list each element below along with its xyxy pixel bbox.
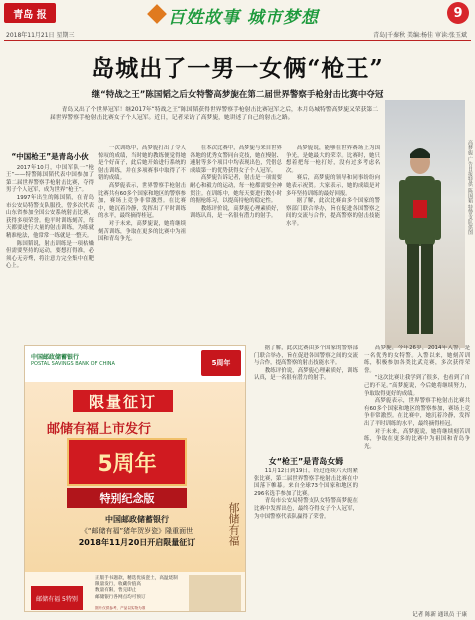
article-column-6 (364, 345, 470, 607)
advertisement (24, 345, 246, 612)
ad-product-image (189, 575, 241, 611)
headline: 岛城出了一男一女俩“枪王” (91, 55, 384, 82)
ad-bank-name: 中国邮政储蓄银行 (31, 354, 80, 361)
ad-anniversary-badge: 5周年 (201, 350, 241, 376)
article-column-4 (286, 145, 380, 340)
paragraph: 2017年10月，中国军队一“枪王”——特警陈国韬代表中国参加了第二届世界警察手枪射击比赛，夺得男子个人冠军，成为世界“枪王”。 (6, 164, 94, 194)
ad-desc-date: 2018年11月20日开启限量征订 (78, 538, 196, 547)
paragraph: 青岛市公安局特警支队女特警高梦旎在比赛中发挥出色，最终夺得女子个人冠军，为中国警察代表队赢得了荣誉。 (254, 498, 358, 520)
ad-desc-bank: 中国邮政储蓄银行 (105, 515, 169, 524)
athlete-photo (385, 100, 465, 348)
ad-slogan: 邮储有福上市发行 (47, 422, 152, 437)
issue-date: 2018年11月21日 星期三 (6, 32, 75, 39)
paragraph: “这次比赛让我学到了很多，也看到了自己的不足。”高梦旎说，今后她将继续努力，争取取得更好的成绩。 (364, 375, 470, 397)
byline: 记者 陈新 通讯员 于康 (412, 612, 467, 618)
ad-disclaimer: 图片仅供参考，产品以实物为准 (95, 606, 146, 610)
paragraph: 在本次比赛中，高梦旎与来自世界各地的优秀女警同台竞技，她在慢射、速射等多个项目中均表现出色，凭借总成绩第一的优势获得女子个人冠军。 (190, 145, 282, 174)
ad-footer (25, 572, 246, 612)
newspaper-logo: 青岛 报 (4, 3, 56, 23)
article-column-2 (98, 145, 186, 340)
paragraph: 11月12日到19日，经过连续六天的紧张比赛，第二届世界警察手枪射击比赛在中国落下帷幕。来自全球73个国家和地区的296名选手参加了比赛。 (254, 468, 358, 497)
ad-bullet: 邮储银行各网点均可预订 (95, 594, 146, 600)
athlete-figure-icon (397, 140, 443, 340)
paragraph: 高梦旎表示，世界警察手枪射击比赛共有60多个国家和地区的警察参加，赛场上竞争非常激烈。在比赛中，她沉着冷静，发挥出了平时训练的水平，最终摘得桂冠。 (364, 398, 470, 427)
paragraph: 高梦旎告诉记者，射击是一项需要耐心和毅力的运动，每一枪都需要全神贯注。在训练中，她每天要进行数小时的据枪练习，以提高持枪的稳定性。 (190, 175, 282, 205)
section-heading-1: “中国枪王”是青岛小伙 (11, 152, 89, 161)
paragraph: 对于未来，高梦旎说，她将继续刻苦训练，争取在更多的比赛中为祖国和青岛争光。 (98, 220, 186, 243)
ad-bullet: 限量发行，收藏价值高 (95, 582, 141, 588)
ad-bank-english: POSTAL SAVINGS BANK OF CHINA (31, 361, 115, 367)
editor-credits: 青岛|千秦秋 美编:杨佳 审读:张玉斌 (373, 32, 467, 39)
paragraph: 1997年出生的陈国韬，在青岛市公安局特警支队服役，曾多次代表山东省参加全国公安系统射击比赛，获得多项荣誉。他平时训练刻苦，每天都要进行大量的射击训练，为练就精准枪法，他常常一练就是一整天。 (6, 194, 94, 239)
ad-limited-title: 限量征订 (73, 390, 173, 412)
paragraph: 陈国韬说，射击训练是一项枯燥但需要坚持的运动，要想打得准，必须心无旁骛，将注意力完全集中在靶心上。 (6, 240, 94, 270)
paragraph: 据了解，此次比赛由多个国家的警察部门联合举办，旨在促进各国警察之间的交流与合作，提高警察的射击技能水平。 (286, 198, 380, 227)
section-banner: 百姓故事 城市梦想 (168, 8, 319, 28)
dateline (0, 28, 475, 40)
article-column-5a (254, 345, 358, 453)
paragraph: 赛后，高梦旎的领导和同事纷纷向她表示祝贺。大家表示，她的成绩是对多年坚持训练的最好回报。 (286, 175, 380, 197)
paragraph: 教练评价说，高梦旎心理素质好，训练认真，是一名很有潜力的射手。 (190, 205, 282, 220)
paragraph: 高梦旎表示，世界警察手枪射击比赛共有60多个国家和地区的警察参加，赛场上竞争非常激烈。在比赛中，她沉着冷静，发挥出了平时训练的水平，最终摘得桂冠。 (98, 182, 186, 220)
lead-paragraph: 青岛又出了个世界冠军！继2017年“特战之王”陈国韬获得世界警察手枪射击比赛冠军之后，本月岛城特警高梦旎又荣获第二届世界警察手枪射击比赛女子个人冠军。近日，记者采访了高梦旎，她讲述了自己的射击之路。 (50, 107, 378, 121)
paragraph: 高梦旎，今年26岁，2014年入警，是一名优秀的女特警。入警以来，她刻苦训练，积极参加各类比武竞赛，多次获得荣誉。 (364, 345, 470, 374)
ad-calligraphy: 郁储有福 (227, 502, 240, 546)
ad-desc-product: 《“邮储有福”猪年贺岁瓷》隆重面世 (80, 527, 194, 535)
banner-accent-icon (147, 4, 167, 24)
paragraph: 高梦旎说，能够在世界赛场上为国争光，是她最大的荣幸。比赛时，她只想着把每一枪打好，没有过多考虑名次。 (286, 145, 380, 174)
paragraph: 教练评价说，高梦旎心理素质好，训练认真，是一名很有潜力的射手。 (254, 367, 358, 382)
page-header (0, 0, 475, 28)
article-column-3 (190, 145, 282, 340)
ad-special-edition: 特别纪念版 (67, 488, 187, 508)
photo-caption: 高梦旎 广告日报特供 陈国韬 特警支队供图 (467, 140, 473, 235)
article-column-5 (254, 468, 358, 608)
paragraph: 对于未来，高梦旎说，她将继续刻苦训练，争取在更多的比赛中为祖国和青岛争光。 (364, 428, 470, 450)
article-column-1 (6, 150, 94, 340)
ad-header (25, 346, 246, 382)
page-number: 9 (447, 2, 469, 24)
subheadline: 继“特战之王”陈国韬之后女特警高梦旎在第二届世界警察手枪射击比赛中夺冠 (91, 90, 384, 100)
ad-bullets (95, 576, 178, 601)
header-divider (4, 40, 471, 41)
paragraph: 一次训练中，高梦旎打出了令人惊叹的成绩，当时她的教练便觉得她是个好苗子，此后她开始进行系统的射击训练，并在多项赛事中取得了不错的成绩。 (98, 145, 186, 182)
section-heading-2: 女“枪王”是青岛女姆 (268, 457, 344, 466)
ad-main-panel (25, 382, 246, 572)
ad-stamp-logo: 邮储有福 5特别 (31, 586, 83, 610)
ad-bullet: 数量有限，售完即止 (95, 588, 137, 594)
paragraph: 据了解，此次比赛由多个国家的警察部门联合举办，旨在促进各国警察之间的交流与合作，提高警察的射击技能水平。 (254, 345, 358, 367)
ad-bullet: 正版手书题款，精选优质瓷土，高温烧制 (95, 576, 178, 581)
ad-five-years: 5周年 (67, 438, 187, 486)
